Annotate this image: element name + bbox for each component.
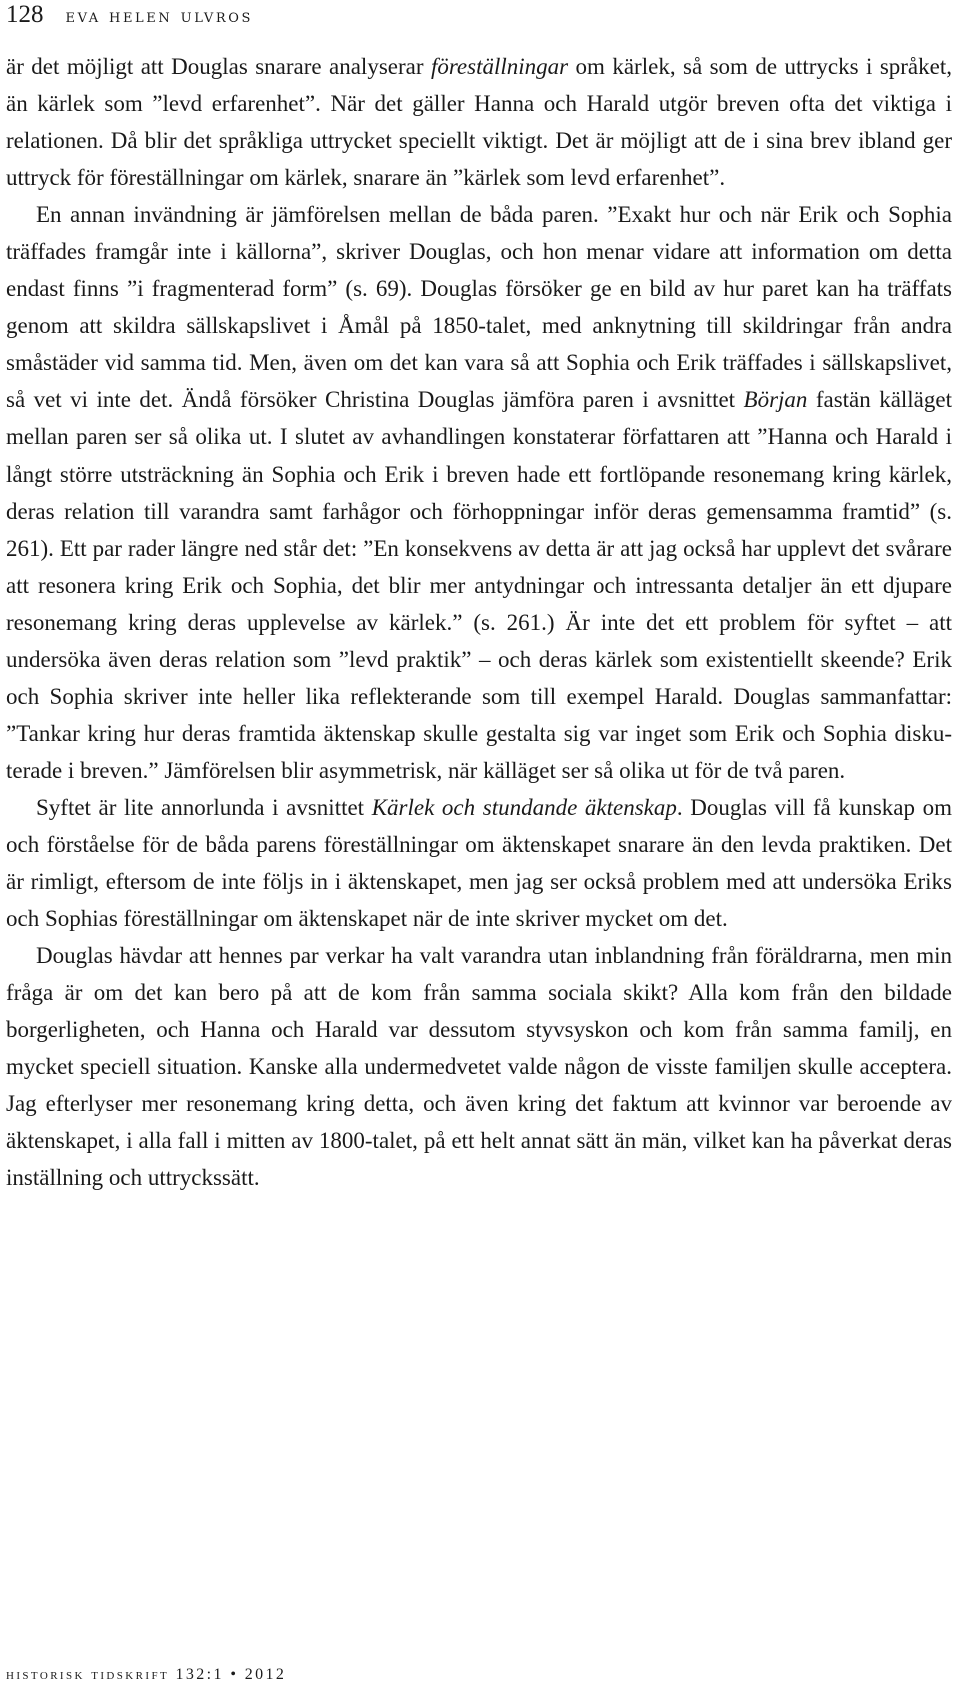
italic-title-text: Kärlek och stundande äktenskap: [371, 794, 677, 820]
italic-title-text: Början: [743, 387, 808, 413]
paragraph-3: [6, 789, 952, 937]
running-head: [6, 0, 253, 34]
body-text-run: är det möjligt att Douglas snarare analyserar: [6, 54, 431, 79]
body-text-run: om kärlek, så som de uttrycks i språket, än kärlek som ”levd erfarenhet”. När det gäller Hanna och Harald utgör breven ofta det viktiga i relationen. Då blir det språkliga uttrycket speciellt viktigt. Det är möjligt att de i sina brev ibland ger uttryck för föreställningar om kärlek, snarare än ”kärlek som levd erfarenhet”.: [6, 54, 952, 191]
article-body: [6, 48, 952, 1196]
author-name: eva helen ulvros: [65, 6, 254, 27]
page-number: 128: [6, 1, 44, 28]
body-text-run: fastän källäget mellan paren ser så olika ut. I slutet av avhandlingen konstaterar författaren att ”Hanna och Harald i långt större utsträckning än Sophia och Erik i breven hade ett fortlöpande resonemang kring kärlek, deras relation till varandra samt farhågor och förhoppningar inför deras gemensamma framtid” (s. 261). Ett par rader längre ned står det: ”En konsekvens av detta är att jag också har upplevt det svårare att resonera kring Erik och Sophia, det blir mer antydningar och intressanta detaljer än ett djupare resonemang kring deras upplevelse av kärlek.” (s. 261.) Är inte det ett problem för syftet – att undersöka även deras relation som ”levd praktik” – och deras kärlek som existentiellt skeende? Erik och Sophia skriver inte heller lika reflekterande som till exempel Harald. Douglas sammanfattar: ”Tankar kring hur deras framtida äktenskap skulle gestalta sig var inget som Erik och Sophia diskuterade i breven.” Jämförelsen blir asymmetrisk, när källäget ser så olika ut för de två paren.: [6, 387, 952, 783]
journal-page: [6, 0, 952, 1699]
body-text-run: Douglas hävdar att hennes par verkar ha valt varandra utan inblandning från föräldrarna, men min fråga är om det kan bero på att de kom från samma sociala skikt? Alla kom från den bildade borgerligheten, och Hanna och Harald var dessutom styvsyskon och kom från samma familj, en mycket speciell situation. Kanske alla undermedvetet valde någon de visste familjen skulle acceptera. Jag efterlyser mer resonemang kring detta, och även kring det faktum att kvinnor var beroende av äktenskapet, i alla fall i mitten av 1800-talet, på ett helt annat sätt än män, vilket kan ha påverkat deras inställning och uttryckssätt.: [6, 943, 952, 1191]
journal-footer: historisk tidskrift 132:1 • 2012: [6, 1666, 287, 1683]
body-text-run: En annan invändning är jämförelsen mellan de båda paren. ”Exakt hur och när Erik och Sophia träffades framgår inte i källorna”, skriver Douglas, och hon menar vidare att information om detta endast finns ”i fragmenterad form” (s. 69). Douglas försöker ge en bild av hur paret kan ha träffats genom att skildra sällskapslivet i Åmål på 1850-talet, med anknytning till skildringar från andra småstäder vid samma tid. Men, även om det kan vara så att Sophia och Erik träffades i sällskapslivet, så vet vi inte det. Ändå försöker Christina Douglas jämföra paren i avsnittet: [6, 202, 952, 413]
paragraph-2: [6, 196, 952, 789]
body-text-run: Syftet är lite annorlunda i avsnittet: [36, 794, 372, 820]
paragraph-4: [6, 937, 952, 1196]
body-text-run: . Douglas vill få kunskap om och förståelse för de båda parens föreställningar om äktenskapet snarare än den levda praktiken. Det är rimligt, eftersom de inte följs in i äktenskapet, men jag ser också problem med att undersöka Eriks och Sophias föreställningar om äktenskapet när de inte skriver mycket om det.: [6, 794, 952, 932]
paragraph-1: [6, 48, 952, 196]
italic-title-text: föreställningar: [430, 54, 569, 79]
